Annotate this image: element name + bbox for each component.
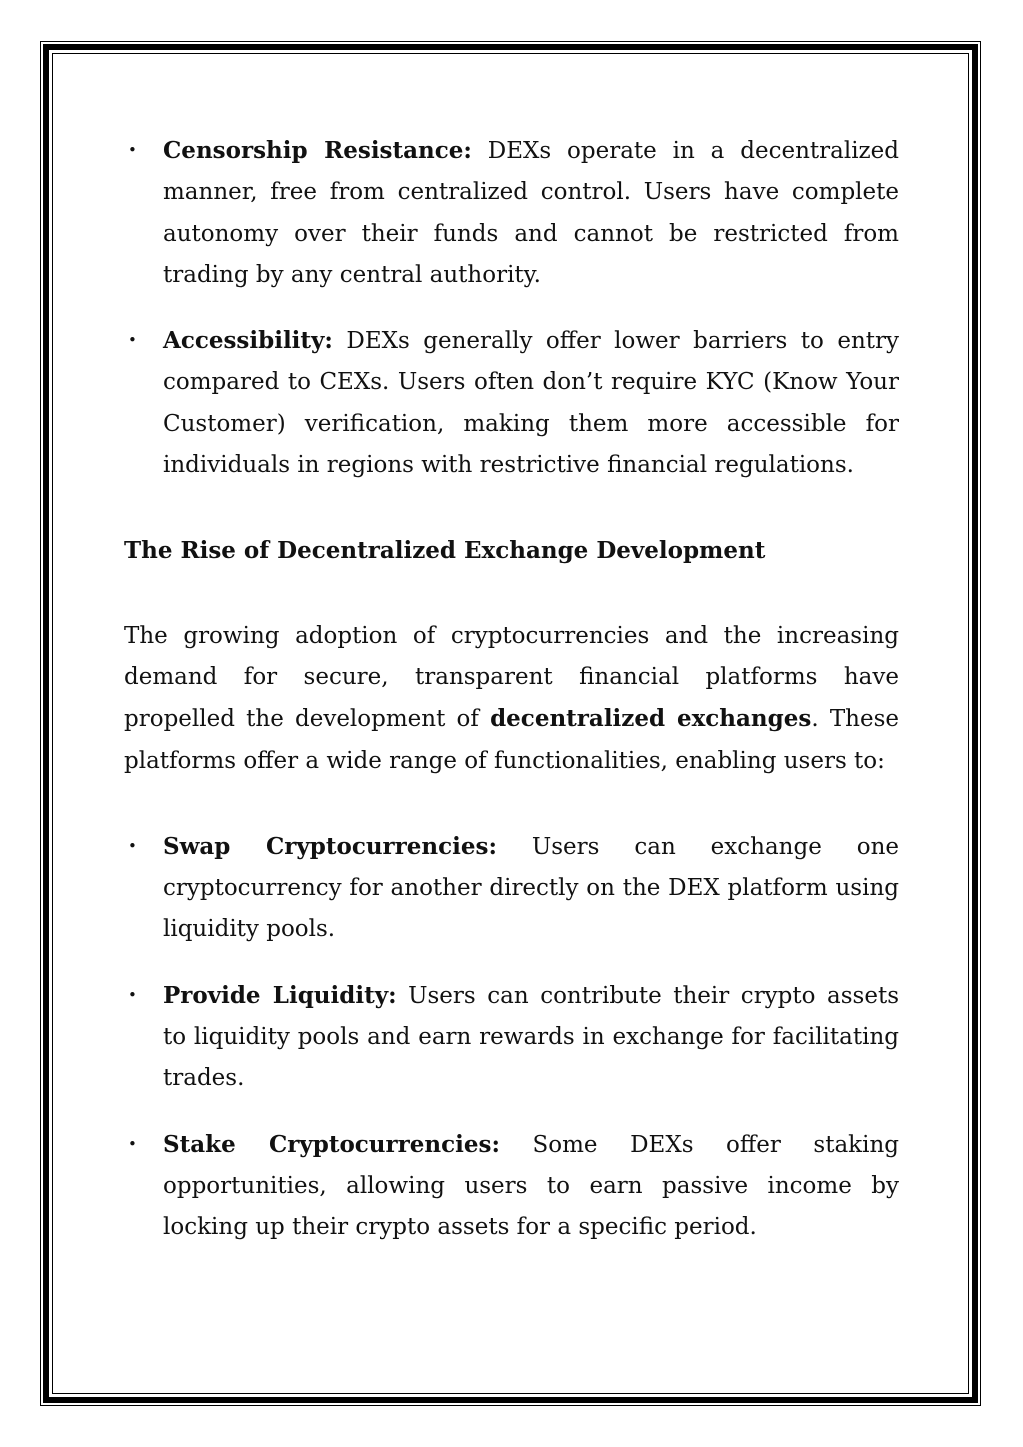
list-item-text: DEXs generally offer lower barriers to entry compared to CEXs. Users often don’t require KYC (Know Your Customer) verification, making them more accessible for individuals in regions with restrictive financial regulations. — [163, 328, 900, 479]
list-item-term: Stake Cryptocurrencies: — [163, 1130, 500, 1158]
list-item-term: Provide Liquidity: — [163, 981, 397, 1009]
list-item-term: Censorship Resistance: — [163, 137, 472, 164]
paragraph-text-before: The growing adoption of cryptocurrencies and the increasing demand for secure, transparent financial platforms have propelled the development of — [124, 622, 899, 733]
list-item-text: Some DEXs offer staking opportunities, allowing users to earn passive income by locking up their crypto assets for a specific period. — [163, 1131, 899, 1241]
bullet-icon: • — [128, 331, 137, 350]
bullet-icon: • — [128, 836, 137, 855]
list-item-text: Users can contribute their crypto assets to liquidity pools and earn rewards in exchange for facilitating trades. — [163, 982, 900, 1092]
paragraph-text-after: . These platforms offer a wide range of functionalities, enabling users to: — [124, 706, 900, 774]
section-heading: The Rise of Decentralized Exchange Development — [124, 537, 766, 565]
page-content — [124, 130, 899, 1249]
paragraph-bold-text: decentralized exchanges — [490, 705, 812, 733]
bullet-icon: • — [128, 1134, 137, 1153]
list-item — [124, 130, 899, 296]
list-item-term: Accessibility: — [163, 327, 333, 355]
section-paragraph — [124, 616, 899, 782]
list-item — [124, 1124, 899, 1249]
benefits-list — [124, 130, 899, 486]
functionalities-list — [124, 826, 899, 1249]
list-item-text: DEXs operate in a decentralized manner, free from centralized control. Users have complete autonomy over their funds and cannot be restricted from trading by any central authority. — [163, 138, 900, 288]
list-item-term: Swap Cryptocurrencies: — [163, 832, 497, 860]
list-item-text: Users can exchange one cryptocurrency for another directly on the DEX platform using liquidity pools. — [163, 833, 899, 943]
bullet-icon: • — [128, 141, 137, 159]
list-item — [124, 320, 899, 486]
list-item — [124, 975, 899, 1100]
list-item — [124, 826, 899, 951]
bullet-icon: • — [128, 985, 137, 1004]
